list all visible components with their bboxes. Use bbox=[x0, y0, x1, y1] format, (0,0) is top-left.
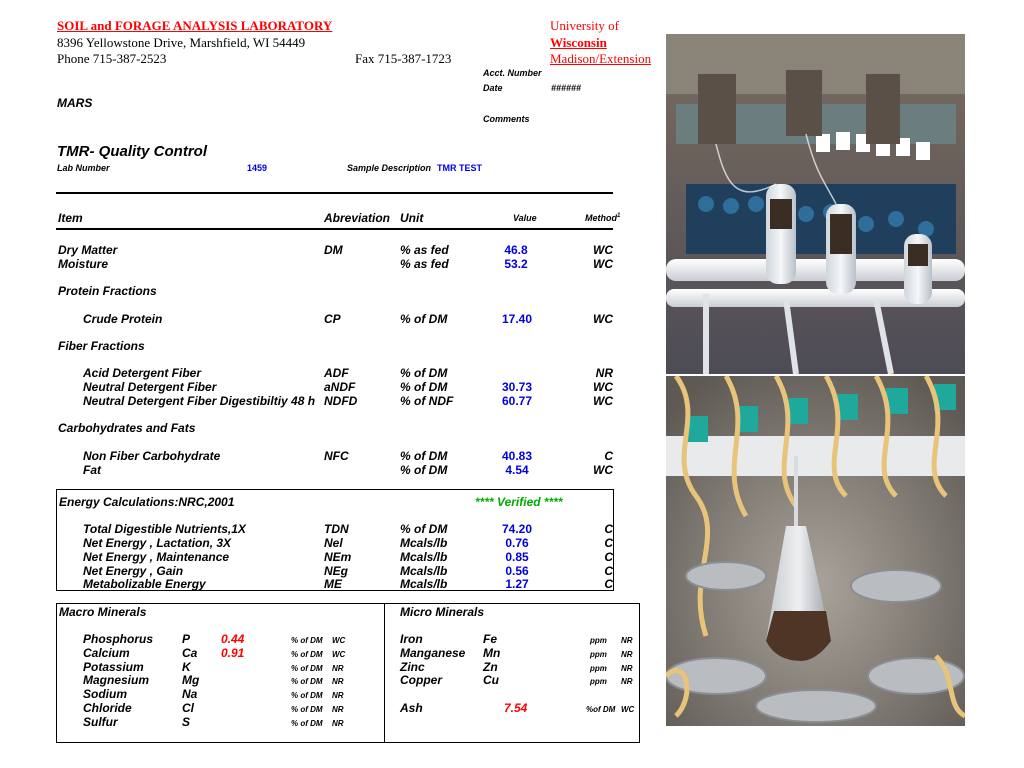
row-value: 4.54 bbox=[505, 463, 529, 477]
macro-title: Macro Minerals bbox=[59, 605, 147, 619]
row-item: Neutral Detergent Fiber Digestibiltiy 48 h bbox=[83, 394, 316, 408]
row-item: Non Fiber Carbohydrate bbox=[83, 449, 221, 463]
row-abbr: TDN bbox=[324, 522, 349, 536]
mineral-unit: ppm bbox=[590, 650, 607, 659]
row-value: 40.83 bbox=[501, 449, 533, 463]
row-unit: % of DM bbox=[400, 463, 448, 477]
col-method: Method$^1$ bbox=[585, 213, 621, 223]
section-protein: Protein Fractions bbox=[58, 284, 157, 298]
mineral-name: Iron bbox=[400, 632, 423, 646]
row-value: 0.76 bbox=[505, 536, 529, 550]
row-abbr: ADF bbox=[324, 366, 349, 380]
mineral-symbol: Na bbox=[182, 687, 198, 701]
mineral-unit: ppm bbox=[590, 636, 607, 645]
mineral-method: WC bbox=[332, 650, 346, 659]
lab-fax: Fax 715-387-1723 bbox=[355, 51, 452, 66]
row-value: 0.56 bbox=[505, 564, 529, 578]
row-method: WC bbox=[593, 463, 613, 477]
row-unit: Mcals/lb bbox=[400, 564, 448, 578]
row-abbr: NDFD bbox=[324, 394, 358, 408]
row-unit: Mcals/lb bbox=[400, 536, 448, 550]
minerals-divider bbox=[384, 603, 385, 743]
energy-title: Energy Calculations:NRC,2001 bbox=[59, 495, 235, 509]
mineral-symbol: S bbox=[182, 715, 191, 729]
section-carbohydrates: Carbohydrates and Fats bbox=[58, 421, 196, 435]
row-unit: % of NDF bbox=[400, 394, 454, 408]
row-unit: % of DM bbox=[400, 522, 448, 536]
ash-value: 7.54 bbox=[504, 701, 528, 715]
acct-number-label: Acct. Number bbox=[483, 68, 542, 78]
row-value: 74.20 bbox=[501, 522, 533, 536]
mineral-method: NR bbox=[332, 719, 344, 728]
mineral-symbol: Mn bbox=[483, 646, 501, 660]
ash-method: WC bbox=[621, 705, 635, 714]
row-value: 53.2 bbox=[504, 257, 528, 271]
row-abbr: aNDF bbox=[324, 380, 356, 394]
lab-columns-illustration bbox=[666, 34, 965, 374]
mineral-name: Phosphorus bbox=[83, 632, 154, 646]
row-unit: % as fed bbox=[400, 243, 449, 257]
mineral-name: Calcium bbox=[83, 646, 130, 660]
row-value: 17.40 bbox=[501, 312, 533, 326]
mineral-method: NR bbox=[332, 691, 344, 700]
row-item: Net Energy , Gain bbox=[83, 564, 184, 578]
university-line-3[interactable]: Madison/Extension bbox=[550, 51, 652, 66]
mineral-unit: % of DM bbox=[291, 705, 323, 714]
date-value: ###### bbox=[551, 83, 582, 93]
row-method: WC bbox=[593, 380, 613, 394]
mineral-name: Chloride bbox=[83, 701, 132, 715]
row-abbr: ME bbox=[324, 577, 342, 591]
row-item: Dry Matter bbox=[58, 243, 118, 257]
row-value: 0.85 bbox=[505, 550, 529, 564]
col-abbreviation: Abreviation bbox=[324, 211, 391, 225]
row-method: C bbox=[604, 449, 613, 463]
verified-label: **** Verified **** bbox=[475, 495, 563, 509]
row-item: Neutral Detergent Fiber bbox=[83, 380, 217, 394]
row-unit: % of DM bbox=[400, 312, 448, 326]
row-method: NR bbox=[595, 366, 613, 380]
mineral-method: WC bbox=[332, 636, 346, 645]
row-item: Crude Protein bbox=[83, 312, 163, 326]
mineral-symbol: Fe bbox=[483, 632, 498, 646]
title-rule bbox=[56, 192, 613, 194]
method-footnote-mark: 1 bbox=[617, 213, 621, 219]
lab-photo-flasks bbox=[666, 376, 965, 726]
row-abbr: NFC bbox=[324, 449, 349, 463]
header-rule bbox=[56, 228, 613, 230]
mineral-method: NR bbox=[621, 650, 633, 659]
row-item: Metabolizable Energy bbox=[83, 577, 206, 591]
mineral-symbol: Zn bbox=[483, 660, 498, 674]
row-method: C bbox=[604, 536, 613, 550]
lab-number-label: Lab Number bbox=[57, 163, 110, 173]
row-abbr: CP bbox=[324, 312, 341, 326]
section-fiber: Fiber Fractions bbox=[58, 339, 145, 353]
mineral-unit: % of DM bbox=[291, 650, 323, 659]
sample-description-label: Sample Description bbox=[347, 163, 432, 173]
mineral-name: Sulfur bbox=[83, 715, 118, 729]
client-name: MARS bbox=[57, 96, 93, 110]
mineral-name: Manganese bbox=[400, 646, 466, 660]
mineral-name: Potassium bbox=[83, 660, 144, 674]
mineral-symbol: Ca bbox=[182, 646, 198, 660]
lab-flasks-illustration bbox=[666, 376, 965, 726]
row-value: 30.73 bbox=[501, 380, 533, 394]
ash-name: Ash bbox=[400, 701, 423, 715]
mineral-method: NR bbox=[621, 664, 633, 673]
ash-unit: %of DM bbox=[586, 705, 616, 714]
row-unit: % of DM bbox=[400, 366, 448, 380]
row-method: C bbox=[604, 577, 613, 591]
row-abbr: NEg bbox=[324, 564, 348, 578]
mineral-method: NR bbox=[621, 636, 633, 645]
mineral-name: Sodium bbox=[83, 687, 127, 701]
mineral-method: NR bbox=[332, 705, 344, 714]
row-unit: % of DM bbox=[400, 449, 448, 463]
row-method: C bbox=[604, 564, 613, 578]
row-abbr: Nel bbox=[324, 536, 343, 550]
row-abbr: DM bbox=[324, 243, 343, 257]
mineral-unit: % of DM bbox=[291, 719, 323, 728]
mineral-unit: % of DM bbox=[291, 691, 323, 700]
row-unit: % as fed bbox=[400, 257, 449, 271]
mineral-symbol: Cl bbox=[182, 701, 194, 715]
row-method: C bbox=[604, 522, 613, 536]
col-unit: Unit bbox=[400, 211, 424, 225]
col-item: Item bbox=[58, 211, 83, 225]
lab-name: SOIL and FORAGE ANALYSIS LABORATORY bbox=[57, 18, 333, 33]
row-value: 1.27 bbox=[505, 577, 529, 591]
row-method: WC bbox=[593, 257, 613, 271]
report-title: TMR- Quality Control bbox=[57, 143, 207, 160]
mineral-value: 0.91 bbox=[221, 646, 245, 660]
row-method: WC bbox=[593, 312, 613, 326]
row-item: Acid Detergent Fiber bbox=[83, 366, 202, 380]
row-unit: % of DM bbox=[400, 380, 448, 394]
col-value: Value bbox=[513, 213, 537, 223]
university-line-2[interactable]: Wisconsin bbox=[550, 35, 607, 50]
mineral-name: Zinc bbox=[400, 660, 425, 674]
mineral-value: 0.44 bbox=[221, 632, 245, 646]
mineral-method: NR bbox=[621, 677, 633, 686]
comments-label: Comments bbox=[483, 114, 530, 124]
mineral-unit: % of DM bbox=[291, 664, 323, 673]
row-item: Net Energy , Lactation, 3X bbox=[83, 536, 232, 550]
row-item: Net Energy , Maintenance bbox=[83, 550, 230, 564]
row-method: WC bbox=[593, 243, 613, 257]
row-item: Moisture bbox=[58, 257, 109, 271]
row-unit: Mcals/lb bbox=[400, 577, 448, 591]
mineral-symbol: K bbox=[182, 660, 191, 674]
row-item: Fat bbox=[83, 463, 101, 477]
mineral-method: NR bbox=[332, 664, 344, 673]
row-item: Total Digestible Nutrients,1X bbox=[83, 522, 246, 536]
row-abbr: NEm bbox=[324, 550, 352, 564]
university-line-1[interactable]: University of bbox=[550, 18, 619, 33]
lab-number-value: 1459 bbox=[247, 163, 268, 173]
mineral-unit: % of DM bbox=[291, 677, 323, 686]
mineral-unit: ppm bbox=[590, 664, 607, 673]
micro-title: Micro Minerals bbox=[400, 605, 485, 619]
mineral-unit: ppm bbox=[590, 677, 607, 686]
date-label: Date bbox=[483, 83, 503, 93]
mineral-unit: % of DM bbox=[291, 636, 323, 645]
mineral-symbol: Cu bbox=[483, 673, 499, 687]
lab-photo-columns bbox=[666, 34, 965, 374]
mineral-method: NR bbox=[332, 677, 344, 686]
mineral-name: Copper bbox=[400, 673, 442, 687]
lab-address: 8396 Yellowstone Drive, Marshfield, WI 54449 bbox=[57, 35, 306, 50]
lab-phone: Phone 715-387-2523 bbox=[57, 51, 167, 66]
row-method: C bbox=[604, 550, 613, 564]
mineral-name: Magnesium bbox=[83, 673, 150, 687]
row-unit: Mcals/lb bbox=[400, 550, 448, 564]
mineral-symbol: P bbox=[182, 632, 191, 646]
row-value: 60.77 bbox=[501, 394, 533, 408]
sample-description-value: TMR TEST bbox=[437, 163, 482, 173]
row-value: 46.8 bbox=[504, 243, 528, 257]
mineral-symbol: Mg bbox=[182, 673, 200, 687]
row-method: WC bbox=[593, 394, 613, 408]
